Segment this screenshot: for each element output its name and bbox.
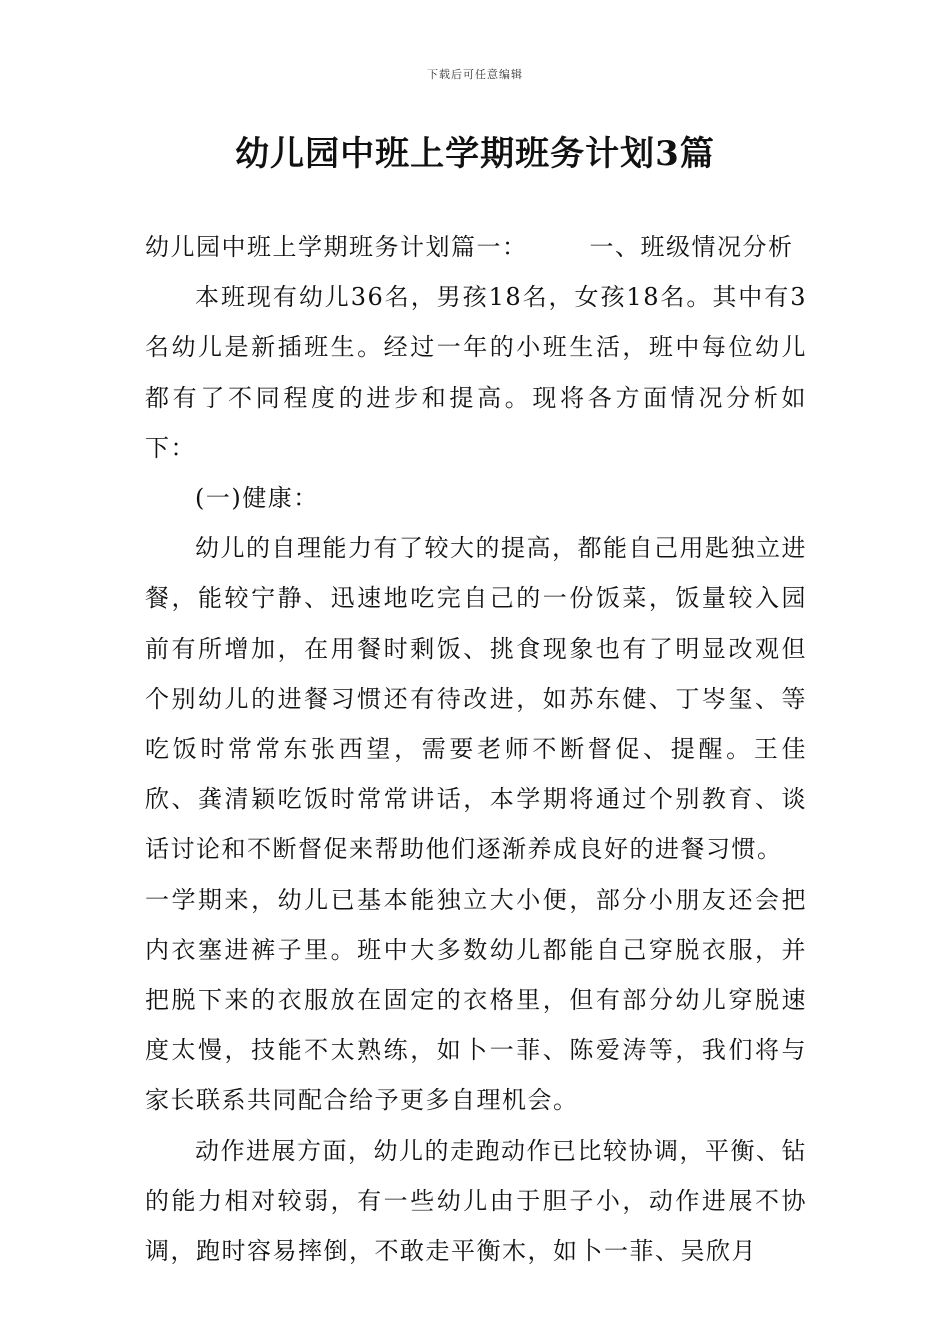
paragraph-eating-habits: 幼儿的自理能力有了较大的提高，都能自己用匙独立进餐，能较宁静、迅速地吃完自己的一份饭菜，饭量较入园前有所增加，在用餐时剩饭、挑食现象也有了明显改观但个别幼儿的进餐习惯还有待改进，如苏东健、丁岑玺、等吃饭时常常东张西望，需要老师不断督促、提醒。王佳欣、龚清颖吃饭时常常讲话，本学期将通过个别教育、谈话讨论和不断督促来帮助他们逐渐养成良好的进餐习惯。	[145, 534, 807, 864]
paragraph-motor-development: 动作进展方面，幼儿的走跑动作已比较协调，平衡、钻的能力相对较弱，有一些幼儿由于胆子小，动作进展不协调，跑时容易摔倒，不敢走平衡木，如卜一菲、吴欣月	[145, 1136, 807, 1266]
header-note: 下载后可任意编辑	[427, 68, 523, 81]
paragraph-self-care: 一学期来，幼儿已基本能独立大小便，部分小朋友还会把内衣塞进裤子里。班中大多数幼儿都能自己穿脱衣服，并把脱下来的衣服放在固定的衣格里，但有部分幼儿穿脱速度太慢，技能不太熟练，如卜一菲、陈爱涛等，我们将与家长联系共同配合给予更多自理机会。	[145, 885, 807, 1115]
section-heading: 一、班级情况分析	[589, 233, 794, 261]
document-title: 幼儿园中班上学期班务计划3篇	[235, 134, 715, 174]
document-body	[145, 222, 807, 1276]
intro-line	[145, 222, 807, 272]
paragraph-class-overview: 本班现有幼儿36名，男孩18名，女孩18名。其中有3名幼儿是新插班生。经过一年的小班生活，班中每位幼儿都有了不同程度的进步和提高。现将各方面情况分析如下：	[145, 283, 807, 462]
part-label: 幼儿园中班上学期班务计划篇一：	[145, 233, 528, 261]
subheading-health: (一)健康：	[195, 484, 319, 513]
